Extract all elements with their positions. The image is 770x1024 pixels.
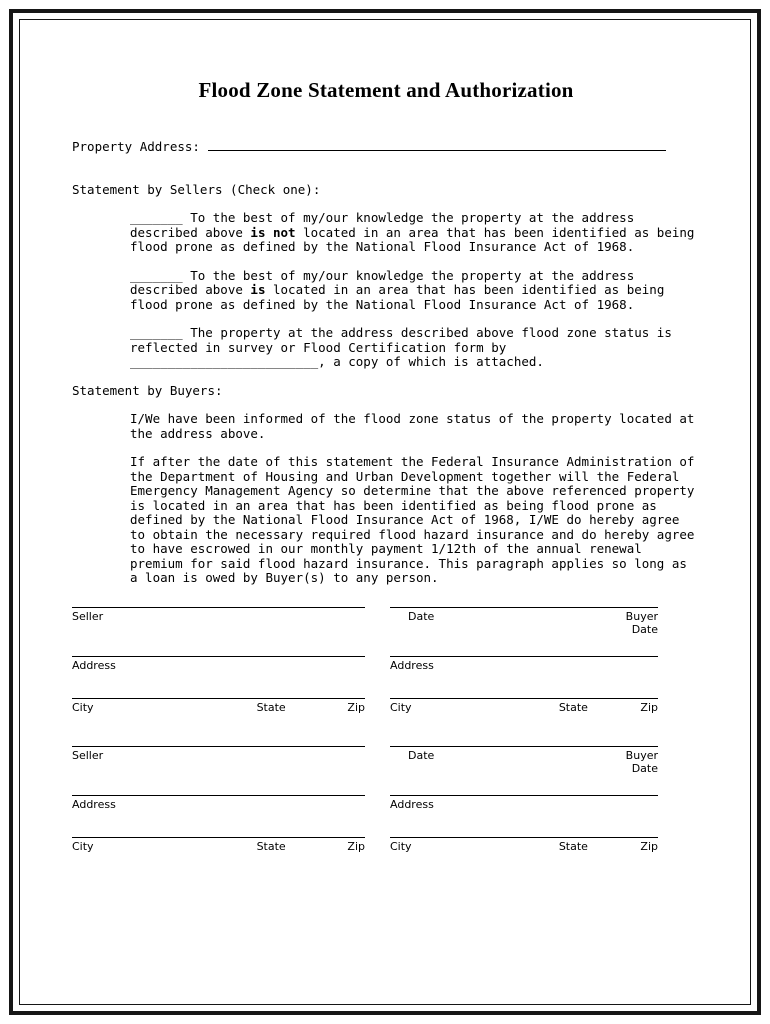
buyer-label: Buyer bbox=[625, 748, 658, 762]
seller-address-line[interactable] bbox=[72, 656, 365, 657]
seller-option-2-text-before: To the best of my/our knowledge the property at the address described above bbox=[130, 267, 635, 297]
seller-city-state-zip-line[interactable] bbox=[72, 698, 365, 699]
address-label: Address bbox=[390, 658, 434, 672]
seller-option-2-text-after: located in an area that has been identified as being flood prone as defined by the National Flood Insurance Act of 1968. bbox=[130, 282, 665, 312]
address-label: Address bbox=[390, 797, 434, 811]
date-label: Date bbox=[408, 748, 435, 762]
buyer-address-cell bbox=[390, 795, 658, 811]
buyer-city-state-zip-cell bbox=[390, 837, 658, 853]
city-label: City bbox=[390, 839, 412, 853]
seller-option-2-blank[interactable]: _______ bbox=[130, 267, 183, 283]
seller-option-3-blank[interactable]: _______ bbox=[130, 325, 183, 340]
seller-option-1 bbox=[130, 211, 700, 255]
city-label: City bbox=[72, 839, 94, 853]
zip-label: Zip bbox=[347, 700, 365, 714]
buyer-address-line[interactable] bbox=[390, 795, 658, 796]
address-label: Address bbox=[72, 658, 116, 672]
property-address-row bbox=[72, 138, 700, 155]
buyers-section bbox=[72, 384, 700, 586]
buyer-city-state-zip-cell bbox=[390, 698, 658, 714]
buyer-signature-line[interactable] bbox=[390, 746, 658, 747]
seller-address-line[interactable] bbox=[72, 795, 365, 796]
buyers-paragraph-2: If after the date of this statement the Federal Insurance Administration of the Department of Housing and Urban Development together will the Federal Emergency Management Agency so determine that the above referenced property is located in an area that has been identified as being flood prone as defined by the National Flood Insurance Act of 1968, I/WE do hereby agree to obtain the necessary required flood hazard insurance and do hereby agree to have escrowed in our monthly payment 1/12th of the annual renewal premium for said flood hazard insurance. This paragraph applies so long as a loan is owed by Buyer(s) to any person. bbox=[130, 454, 695, 585]
buyer-city-state-zip-line[interactable] bbox=[390, 837, 658, 838]
seller-address-cell bbox=[72, 656, 365, 672]
seller-option-1-text-before: To the best of my/our knowledge the property at the address described above bbox=[130, 210, 635, 240]
seller-signature-cell bbox=[72, 607, 365, 636]
buyer-date-label: Date bbox=[631, 622, 658, 636]
seller-option-1-bold: is not bbox=[250, 224, 296, 240]
zip-label: Zip bbox=[347, 839, 365, 853]
seller-option-3-text-after: a copy of which is attached. bbox=[325, 354, 544, 369]
seller-option-3-form-blank[interactable]: _________________________, bbox=[130, 354, 326, 369]
buyers-paragraph-1: I/We have been informed of the flood zone status of the property located at the address above. bbox=[130, 411, 695, 441]
state-label: State bbox=[256, 839, 286, 853]
sellers-section bbox=[72, 183, 700, 370]
city-label: City bbox=[72, 700, 94, 714]
buyer-signature-cell bbox=[390, 607, 658, 636]
address-label: Address bbox=[72, 797, 116, 811]
seller-signature-line[interactable] bbox=[72, 746, 365, 747]
signature-section bbox=[72, 607, 700, 853]
seller-label: Seller bbox=[72, 609, 104, 623]
buyer-date-label: Date bbox=[631, 761, 658, 775]
seller-option-1-text-after: located in an area that has been identified as being flood prone as defined by the National Flood Insurance Act of 1968. bbox=[130, 224, 695, 254]
seller-address-cell bbox=[72, 795, 365, 811]
seller-option-1-blank[interactable]: _______ bbox=[130, 210, 183, 225]
seller-option-2 bbox=[130, 269, 700, 313]
seller-city-state-zip-cell bbox=[72, 698, 365, 714]
buyer-label: Buyer bbox=[625, 609, 658, 623]
seller-signature-line[interactable] bbox=[72, 607, 365, 608]
date-label: Date bbox=[408, 609, 435, 623]
state-label: State bbox=[558, 700, 588, 714]
signature-block-1 bbox=[72, 607, 700, 714]
document-content bbox=[72, 78, 700, 853]
buyers-heading: Statement by Buyers: bbox=[72, 382, 223, 398]
seller-label: Seller bbox=[72, 748, 104, 762]
seller-city-state-zip-cell bbox=[72, 837, 365, 853]
signature-block-2 bbox=[72, 746, 700, 853]
seller-signature-cell bbox=[72, 746, 365, 775]
zip-label: Zip bbox=[640, 700, 658, 714]
buyer-city-state-zip-line[interactable] bbox=[390, 698, 658, 699]
document-title: Flood Zone Statement and Authorization bbox=[198, 78, 574, 102]
sellers-heading: Statement by Sellers (Check one): bbox=[72, 181, 321, 197]
property-address-blank[interactable] bbox=[208, 138, 666, 151]
buyer-address-cell bbox=[390, 656, 658, 672]
city-label: City bbox=[390, 700, 412, 714]
buyer-signature-cell bbox=[390, 746, 658, 775]
state-label: State bbox=[558, 839, 588, 853]
seller-option-3 bbox=[130, 326, 700, 370]
buyer-signature-line[interactable] bbox=[390, 607, 658, 608]
state-label: State bbox=[256, 700, 286, 714]
property-address-label: Property Address: bbox=[72, 139, 200, 154]
seller-option-3-text-before: The property at the address described above flood zone status is reflected in survey or Flood Certification form by bbox=[130, 325, 672, 355]
buyer-address-line[interactable] bbox=[390, 656, 658, 657]
zip-label: Zip bbox=[640, 839, 658, 853]
seller-option-2-bold: is bbox=[250, 282, 266, 297]
seller-city-state-zip-line[interactable] bbox=[72, 837, 365, 838]
